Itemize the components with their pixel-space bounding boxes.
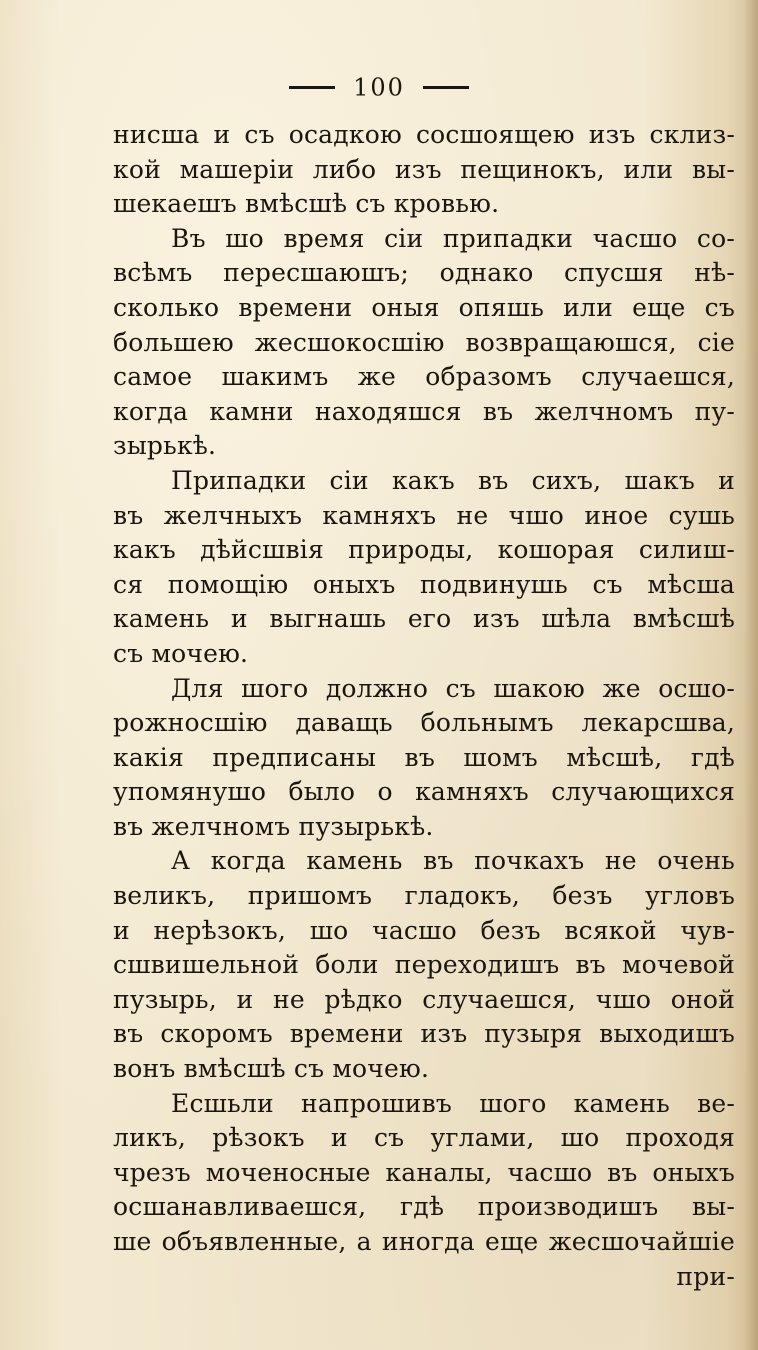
text-line: сколько времени оныя опяшь или еще съ [113,292,735,322]
text-line: когда камни находяшся въ желчномъ пу- [113,396,735,426]
text-line: какiя предписаны въ шомъ мѣсшѣ, гдѣ [113,742,735,772]
text-line: осшанавливаешся, гдѣ производишъ вы- [113,1192,735,1222]
text-line: шекаешъ вмѣсшѣ съ кровью. [113,189,500,219]
page-number: 100 [353,73,405,102]
text-line: ся помощiю оныхъ подвинушь съ мѣсша [113,569,735,599]
text-line: А когда камень въ почкахъ не очень [171,846,735,876]
text-line: зырькѣ. [113,431,217,461]
header-rule-left [289,86,335,89]
text-line: ликъ, рѣзокъ и съ углами, шо проходя [113,1123,735,1153]
text-line: Въ шо время сiи припадки часшо со- [171,223,735,253]
text-line: какъ дѣйсшвiя природы, кошорая силиш- [113,535,735,565]
text-line: большею жесшокосшiю возвращаюшся, сiе [113,327,735,357]
text-line: великъ, пришомъ гладокъ, безъ угловъ [113,881,735,911]
text-line: въ желчномъ пузырькѣ. [113,811,434,841]
text-line: сшвишельной боли переходишъ въ мочевой [113,950,735,980]
text-line: упомянушо было о камняхъ случающихся [113,777,735,807]
text-line: Для шого должно съ шакою же осшо- [171,673,735,703]
catchword: при- [676,1261,735,1291]
text-line: нисша и съ осадкою сосшоящею изъ склиз- [113,120,735,149]
text-line: самое шакимъ же образомъ случаешся, [113,362,735,392]
page-header [0,72,758,102]
text-line: съ мочею. [113,638,249,668]
text-line: рожносшiю даващь больнымъ лекарсшва, [113,708,735,738]
text-line: Есшьли напрошивъ шого камень ве- [171,1088,735,1118]
text-line: всѣмъ пересшаюшъ; однако спусшя нѣ- [113,258,735,288]
page-edge-shadow [744,0,758,1350]
text-line: камень и выгнашь его изъ шѣла вмѣсшѣ [113,604,735,634]
text-line: въ желчныхъ камняхъ не чшо иное сушь [113,500,735,530]
text-line: чрезъ моченосные каналы, часшо въ оныхъ [113,1157,735,1187]
body-text [113,118,735,1294]
text-line: кой машерiи либо изъ пещинокъ, или вы- [113,154,735,184]
text-line: ше объявленные, а иногда еще жесшочайшiе [113,1227,735,1256]
text-line: Припадки сiи какъ въ сихъ, шакъ и [171,465,735,495]
text-line: пузырь, и не рѣдко случаешся, чшо оной [113,984,735,1014]
header-rule-right [423,86,469,89]
text-line: вонъ вмѣсшѣ съ мочею. [113,1054,430,1084]
text-line: въ скоромъ времени изъ пузыря выходишъ [113,1019,735,1049]
text-line: и нерѣзокъ, шо часшо безъ всякой чув- [113,915,735,945]
